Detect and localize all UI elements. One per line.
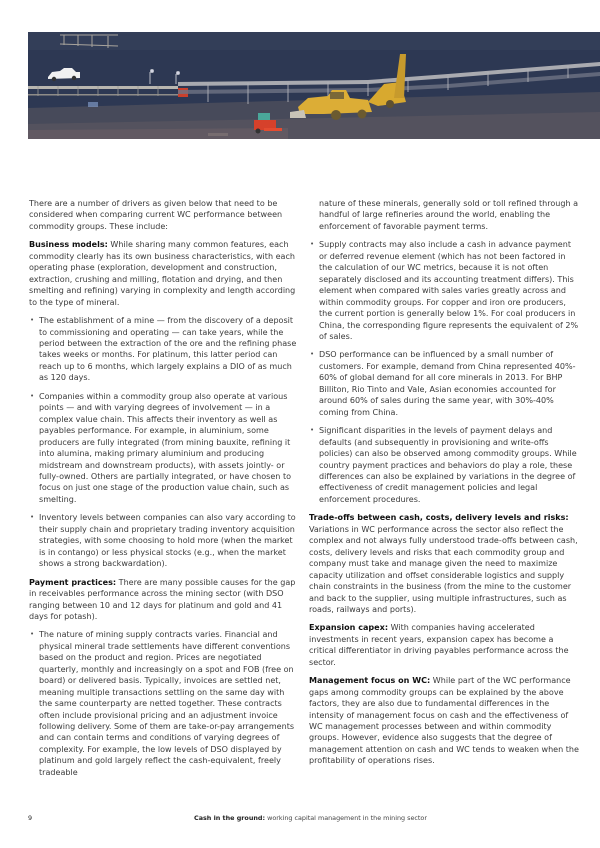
payment-practices-heading: Payment practices: [29, 577, 117, 587]
mine-scene-illustration [28, 32, 600, 139]
list-item: • Supply contracts may also include a cash in advance payment or deferred revenue element (which has not been factored in the calculation of our WC metrics, because it is not often separately disclosed and its accounting treatment differs). This element when compared with sales varies greatly across and within commodity groups. For copper and iron ore producers, the current portion is generally below 1%. For coal producers in China, the corresponding figure represents the equivalent of 2% of sales. [309, 239, 581, 342]
list-item: • Significant disparities in the levels of payment delays and defaults (and subsequently in provisioning and write-offs policies) can also be observed among commodity groups. While country payment practices and behaviors do play a role, these differences can also be explained by variations in the degree of effectiveness of credit management policies and legal enforcement procedures. [309, 425, 581, 505]
payment-practices-list [29, 629, 299, 778]
page-number: 9 [28, 814, 33, 822]
tradeoffs-heading: Trade-offs between cash, costs, delivery levels and risks: [309, 513, 569, 523]
continuation-paragraph: nature of these minerals, generally sold or toll refined through a handful of large refineries around the world, enabling the enforcement of favorable payment terms. [319, 199, 579, 231]
tradeoffs-paragraph: Trade-offs between cash, costs, delivery levels and risks: Variations in WC performance across the sector also reflect the complex and not always fully understood trade-offs between cash, costs, delivery levels and risks that each commodity group and company must take and manage given the need to maximize capacity utilization and offset considerable logistics and supply chain constraints in the business (from the mine to the customer and back to the supplier, using multiple infrastructures, such as roads, railways and ports). [309, 513, 578, 614]
list-item: • Companies within a commodity group also operate at various points — and with varying degrees of involvement — in a complex value chain. This affects their inventory as well as payables performance. For example, in aluminium, some producers are fully integrated (from mining bauxite, refining it into alumina, making primary aluminium and producing midstream and downstream products), with assets jointly- or fully-owned. Others are partially integrated, or have chosen to focus on just one stage of the production value chain, such as smelting. [29, 391, 299, 506]
intro-paragraph: There are a number of drivers as given below that need to be considered when comparing current WC performance between commodity groups. These include: [29, 199, 283, 231]
running-title: Cash in the ground: working capital management in the mining sector [194, 814, 427, 822]
payment-practices-paragraph: Payment practices: There are many possible causes for the gap in receivables performance across the mining sector (with DSO ranging between 10 and 12 days for platinum and gold and 41 days for potash). [29, 577, 296, 621]
expansion-capex-heading: Expansion capex: [309, 623, 389, 633]
business-models-paragraph: Business models: While sharing many common features, each commodity clearly has its own business characteristics, with each operating phase (exploration, development and construction, extraction, crushing and milling, flotation and drying, and then smelting and refining) varying in complexity and length according to the type of mineral. [29, 240, 296, 307]
payment-practices-list-continued [309, 239, 581, 505]
list-item: • The establishment of a mine — from the discovery of a deposit to commissioning and operating — can take years, while the period between the extraction of the ore and the refining phase takes weeks or months. For platinum, this latter period can reach up to 6 months, which largely explains a DIO of as much as 120 days. [29, 315, 299, 384]
business-models-heading: Business models: [29, 240, 108, 250]
hero-photo-mine [28, 32, 600, 139]
right-column [309, 198, 581, 774]
list-item: • Inventory levels between companies can also vary according to their supply chain and proprietary trading inventory acquisition strategies, with some choosing to hold more (when the market is in contango) or less physical stocks (e.g., when the market shows a strong backwardation). [29, 512, 299, 569]
list-item: • The nature of mining supply contracts varies. Financial and physical mineral trade settlements have different conventions based on the product and region. Prices are negotiated quarterly, monthly and increasingly on a spot and FOB (free on board) or delivered basis. Typically, invoices are settled net, meaning multiple transactions settling on the same day with the same counterparty are netted together. These contracts often include provisional pricing and an adjustment invoice following delivery. Some of them are take-or-pay arrangements and can contain terms and conditions of varying degrees of complexity. For example, the low levels of DSO displayed by platinum and gold largely reflect the cash-equivalent, freely tradeable [29, 629, 299, 778]
left-column [29, 198, 299, 785]
management-focus-heading: Management focus on WC: [309, 676, 431, 686]
business-models-list [29, 315, 299, 570]
list-item: • DSO performance can be influenced by a small number of customers. For example, demand from China represented 40%- 60% of global demand for all core minerals in 2013. For BHP Billiton, Rio Tinto and Vale, Asian economies accounted for around 60% of sales during the same year, with 30%-40% coming from China. [309, 349, 581, 418]
expansion-capex-paragraph: Expansion capex: With companies having accelerated investments in recent years, expansion capex has become a critical differentiator in driving payables performance across the sector. [309, 623, 569, 667]
management-focus-paragraph: Management focus on WC: While part of the WC performance gaps among commodity groups can be explained by the above factors, they are also due to fundamental differences in the intensity of management focus on cash and the effectiveness of WC management processes between and within commodity groups. However, evidence also suggests that the degree of management attention on cash and WC tends to weaken when the profitability of operations rises. [309, 676, 579, 766]
